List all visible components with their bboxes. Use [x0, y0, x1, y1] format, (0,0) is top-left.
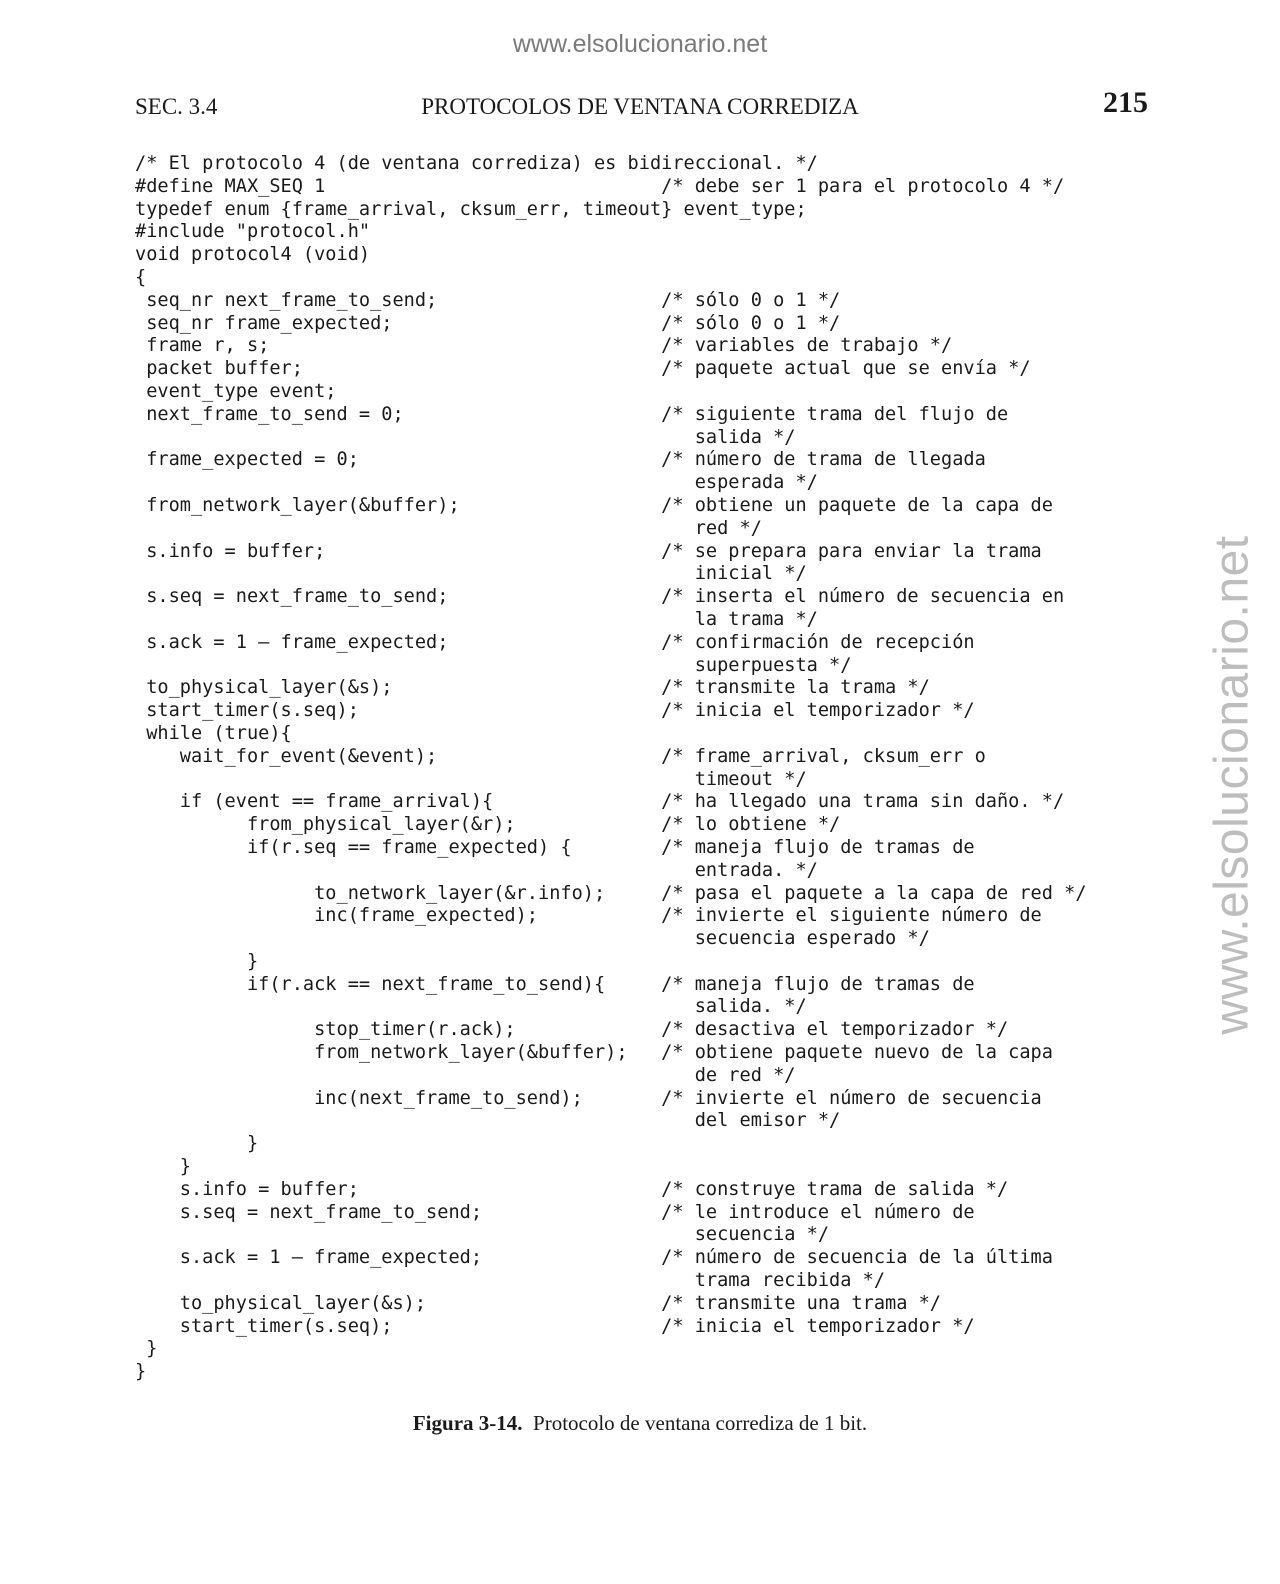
code-line: if (event == frame_arrival){ /* ha llegado una trama sin daño. */: [135, 791, 1065, 813]
code-line: superpuesta */: [135, 654, 852, 676]
caption-label: Figura 3-14.: [412, 1411, 523, 1435]
code-line: packet buffer; /* paquete actual que se envía */: [135, 358, 1031, 380]
code-line: stop_timer(r.ack); /* desactiva el temporizador */: [135, 1019, 1009, 1041]
code-line: event_type event;: [135, 380, 337, 402]
code-line: if(r.ack == next_frame_to_send){ /* maneja flujo de tramas de: [135, 973, 975, 995]
code-line: s.seq = next_frame_to_send; /* inserta el número de secuencia en: [135, 586, 1065, 608]
figure-caption: [0, 1411, 1280, 1436]
code-line: to_network_layer(&r.info); /* pasa el paquete a la capa de red */: [135, 882, 1087, 904]
code-line: while (true){: [135, 722, 292, 744]
code-line: timeout */: [135, 768, 807, 790]
code-line: void protocol4 (void): [135, 244, 371, 266]
code-line: to_physical_layer(&s); /* transmite la trama */: [135, 677, 930, 699]
code-line: s.ack = 1 – frame_expected; /* confirmación de recepción: [135, 631, 975, 653]
code-line: }: [135, 1156, 191, 1178]
code-line: s.info = buffer; /* construye trama de salida */: [135, 1178, 1009, 1200]
code-line: s.info = buffer; /* se prepara para enviar la trama: [135, 540, 1042, 562]
code-line: del emisor */: [135, 1110, 841, 1132]
code-line: inicial */: [135, 563, 807, 585]
code-line: typedef enum {frame_arrival, cksum_err, timeout} event_type;: [135, 198, 807, 220]
code-line: if(r.seq == frame_expected) { /* maneja flujo de tramas de: [135, 836, 975, 858]
code-line: start_timer(s.seq); /* inicia el temporizador */: [135, 700, 975, 722]
code-line: frame_expected = 0; /* número de trama de llegada: [135, 449, 986, 471]
code-line: trama recibida */: [135, 1270, 886, 1292]
code-line: }: [135, 950, 259, 972]
code-line: red */: [135, 517, 762, 539]
watermark-side: www.elsolucionario.net: [1205, 535, 1259, 1035]
code-line: frame r, s; /* variables de trabajo */: [135, 335, 953, 357]
watermark-top: www.elsolucionario.net: [512, 30, 768, 58]
code-line: to_physical_layer(&s); /* transmite una trama */: [135, 1292, 941, 1314]
code-line: from_network_layer(&buffer); /* obtiene paquete nuevo de la capa: [135, 1042, 1053, 1064]
code-line: }: [135, 1361, 147, 1383]
code-line: {: [135, 266, 147, 288]
page-title: PROTOCOLOS DE VENTANA CORREDIZA: [421, 94, 859, 119]
code-line: from_network_layer(&buffer); /* obtiene un paquete de la capa de: [135, 494, 1053, 516]
section-label: SEC. 3.4: [135, 94, 218, 119]
code-line: inc(frame_expected); /* invierte el siguiente número de: [135, 905, 1042, 927]
code-line: }: [135, 1133, 259, 1155]
caption-text: Protocolo de ventana corrediza de 1 bit.: [533, 1411, 868, 1435]
code-line: }: [135, 1338, 158, 1360]
code-line: #define MAX_SEQ 1 /* debe ser 1 para el protocolo 4 */: [135, 175, 1065, 197]
code-line: /* El protocolo 4 (de ventana corrediza) es bidireccional. */: [135, 153, 818, 174]
code-line: esperada */: [135, 472, 818, 494]
code-line: inc(next_frame_to_send); /* invierte el número de secuencia: [135, 1087, 1042, 1109]
code-line: salida. */: [135, 996, 807, 1018]
code-line: #include "protocol.h": [135, 221, 371, 243]
code-line: from_physical_layer(&r); /* lo obtiene */: [135, 814, 841, 836]
page-number: 215: [1103, 86, 1148, 119]
code-line: wait_for_event(&event); /* frame_arrival, cksum_err o: [135, 745, 986, 767]
code-line: seq_nr next_frame_to_send; /* sólo 0 o 1 */: [135, 289, 841, 311]
code-line: s.ack = 1 – frame_expected; /* número de secuencia de la última: [135, 1247, 1053, 1269]
code-line: secuencia */: [135, 1224, 830, 1246]
code-line: s.seq = next_frame_to_send; /* le introduce el número de: [135, 1201, 975, 1223]
code-line: la trama */: [135, 608, 818, 630]
code-line: secuencia esperado */: [135, 928, 930, 950]
code-line: entrada. */: [135, 859, 818, 881]
code-line: start_timer(s.seq); /* inicia el temporizador */: [135, 1315, 975, 1337]
code-listing: [135, 153, 1087, 1384]
code-line: next_frame_to_send = 0; /* siguiente trama del flujo de: [135, 403, 1009, 425]
code-line: salida */: [135, 426, 796, 448]
code-line: seq_nr frame_expected; /* sólo 0 o 1 */: [135, 312, 841, 334]
code-line: de red */: [135, 1064, 796, 1086]
